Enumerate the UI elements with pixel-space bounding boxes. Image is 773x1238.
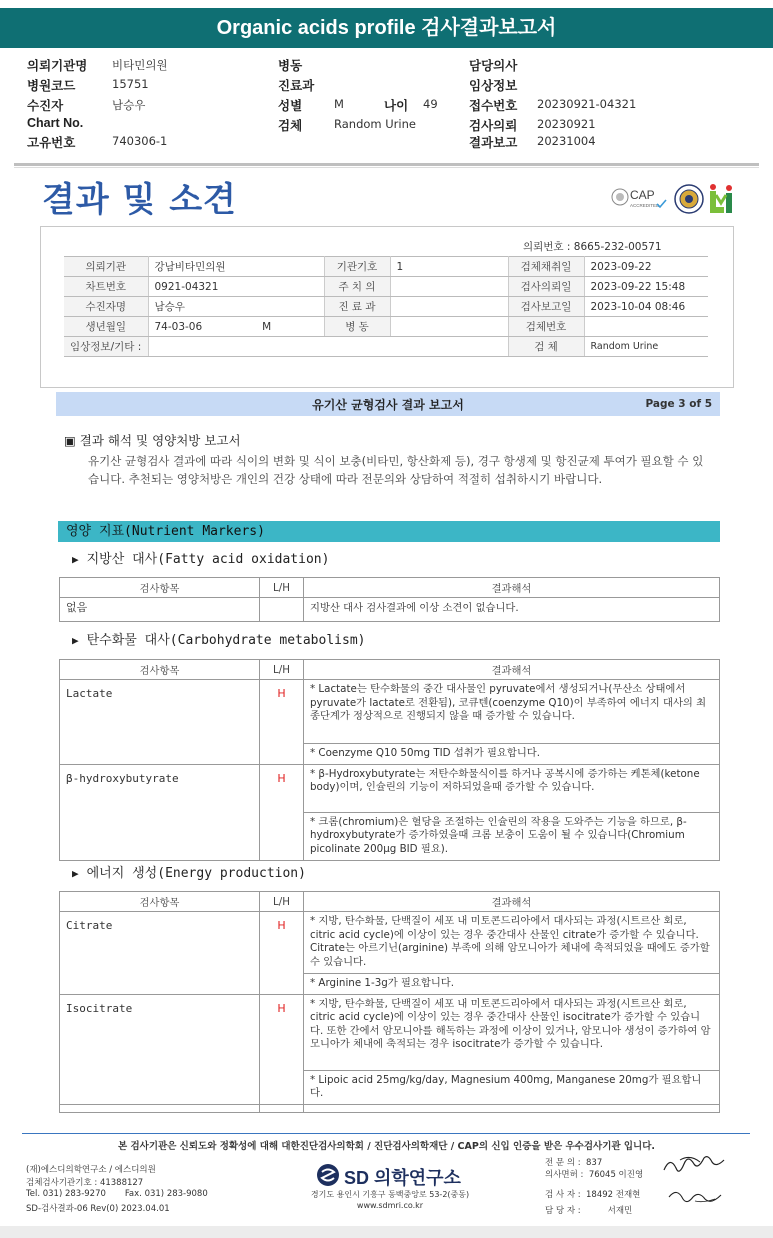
- info-dept-label: 진료과: [278, 79, 315, 93]
- info-receipt-value: 20230921-04321: [537, 97, 637, 111]
- request-number: 의뢰번호 : 8665-232-00571: [523, 241, 662, 253]
- table-row: Citrate H * 지방, 탄수화물, 단백질이 세포 내 미토콘드리아에서 대사되는 과정(시트르산 회로, citric acid cycle)에 이상이 있는 경우 중간대사 산물인 citrate가 증가할 수 있습니다. Citrate는 아르기닌(arginine) 부족에 의해 암모니아가 체내에 축적되었을 때에도 증가할 수 있습니다.: [60, 912, 720, 974]
- table-row: [64, 337, 708, 357]
- info-doctor-label: 담당의사: [469, 59, 518, 73]
- footer-tester: 검 사 자 : 18492 전재현: [545, 1190, 641, 1200]
- info-report-value: 20231004: [537, 134, 596, 148]
- report-heading: 결과 및 소견: [42, 180, 237, 220]
- cap-logo: [612, 188, 666, 208]
- footer-license: 의사면허 : 76045 이진영: [545, 1170, 644, 1180]
- table-row: 생년월일 74-03-06 M 병 동 검체번호: [64, 317, 708, 337]
- table-row: * Arginine 1-3g가 필요합니다.: [60, 974, 720, 995]
- interpretation-heading: ▣ 결과 해석 및 영양처방 보고서: [64, 433, 241, 448]
- info-sex-value: M: [334, 97, 344, 111]
- table-row: [60, 1104, 720, 1112]
- footer-phone: Tel. 031) 283-9270 Fax. 031) 283-9080: [26, 1189, 208, 1199]
- specimen-label: 검 체: [508, 337, 584, 357]
- carb-title: ▶ 탄수화물 대사(Carbohydrate metabolism): [72, 633, 366, 648]
- table-row: 의뢰기관 강남비타민의원 기관기호 1 검체채취일 2023-09-22: [64, 257, 708, 277]
- sd-logo-icon: [316, 1163, 342, 1187]
- info-receipt-label: 접수번호: [469, 99, 518, 113]
- report-header-title: Organic acids profile 검사결과보고서: [0, 8, 773, 48]
- info-patient-value: 남승우: [112, 98, 146, 112]
- footer-org: (재)에스디의학연구소 / 에스디의원: [26, 1165, 156, 1175]
- table-row: 수진자명 남승우 진 료 과 검사보고일 2023-10-04 08:46: [64, 297, 708, 317]
- footer-rev: SD-검사결과-06 Rev(0) 2023.04.01: [26, 1204, 170, 1214]
- triangle-icon: ▶: [72, 867, 79, 880]
- triangle-icon: ▶: [72, 553, 79, 566]
- accreditation-logos: [610, 183, 740, 217]
- table-header-row: 검사항목 L/H 결과해석: [60, 660, 720, 680]
- clinical-info-label: 임상정보/기타 :: [64, 337, 148, 357]
- footer-address: 경기도 용인시 기흥구 동백중앙로 53-2(중동): [310, 1190, 470, 1199]
- section-title-bar: [56, 392, 720, 416]
- table-row: Lactate H * Lactate는 탄수화물의 중간 대사물인 pyruvate에서 생성되거나(무산소 상태에서 pyruvate가 lactate로 전환됨), 코큐텐(coenzyme Q10)이 부족하여 에너지 대사의 최종단계가 정상적으로 진행되지 않을 때 증가할 수 있습니다.: [60, 680, 720, 744]
- table-row: 없음 지방산 대사 검사결과에 이상 소견이 없습니다.: [60, 598, 720, 622]
- divider: [14, 163, 759, 166]
- sd-logo: [316, 1163, 466, 1187]
- table-row: * 크롬(chromium)은 혈당을 조절하는 인슐린의 작용을 도와주는 기능을 하므로, β-hydroxybutyrate가 증가하였을때 크롬 보충이 도움이 될 수 있습니다(Chromium picolinate 200μg BID 필요).: [60, 812, 720, 860]
- footer-code: 검체검사기관기호 : 41388127: [26, 1178, 144, 1188]
- footer-divider: [22, 1133, 750, 1134]
- info-chart-label: Chart No.: [27, 116, 84, 130]
- fatty-acid-title: ▶ 지방산 대사(Fatty acid oxidation): [72, 552, 330, 567]
- info-age-value: 49: [423, 97, 438, 111]
- info-unique-value: 740306-1: [112, 134, 168, 148]
- cap-text: CAP: [630, 188, 655, 202]
- lm-logo-icon: [710, 184, 732, 213]
- sample-info-table: [64, 256, 708, 357]
- footer-specialist: 전 문 의 : 837: [545, 1158, 603, 1168]
- footer-accreditation-note: 본 검사기관은 신뢰도와 정확성에 대해 대한진단검사의학회 / 진단검사의학재단 / CAP의 신입 인증을 받은 우수검사기관 입니다.: [118, 1141, 655, 1152]
- signature-1: [660, 1152, 730, 1180]
- signature-2: [665, 1185, 725, 1207]
- seal-icon: [675, 185, 703, 213]
- specimen-value: Random Urine: [584, 337, 708, 357]
- info-unique-label: 고유번호: [27, 136, 76, 150]
- sex-value: M: [262, 320, 272, 333]
- info-clinical-label: 임상정보: [469, 79, 518, 93]
- footer-website: www.sdmri.co.kr: [356, 1201, 424, 1210]
- info-sex-label: 성별: [278, 99, 303, 113]
- table-row: Isocitrate H * 지방, 탄수화물, 단백질이 세포 내 미토콘드리아에서 대사되는 과정(시트르산 회로, citric acid cycle)에 이상이 있는 경우 중간대사 산물인 isocitrate가 증가할 수 있습니다. 또한 간에서 암모니아를 해독하는 과정에 이상이 있거나, 암모니아 생성이 증가하여 암모니아가 체내에 축적되는 경우 isocitrate가 증가할 수 있습니다.: [60, 994, 720, 1070]
- page-indicator: Page 3 of 5: [645, 398, 712, 410]
- triangle-icon: ▶: [72, 634, 79, 647]
- table-row: * Lipoic acid 25mg/kg/day, Magnesium 400mg, Manganese 20mg가 필요합니다.: [60, 1070, 720, 1104]
- info-specimen-label: 검체: [278, 119, 303, 133]
- cap-sub-text: ACCREDITED: [630, 203, 660, 208]
- nutrient-markers-bar: 영양 지표(Nutrient Markers): [58, 521, 720, 542]
- divider: [14, 167, 759, 168]
- footer-manager: 담 당 자 : 서재민: [545, 1206, 633, 1216]
- info-patient-label: 수진자: [27, 99, 64, 113]
- sd-logo-text: SD 의학연구소: [344, 1168, 461, 1188]
- carb-table: [59, 659, 720, 861]
- table-row: * Coenzyme Q10 50mg TID 섭취가 필요합니다.: [60, 744, 720, 765]
- info-request-value: 20230921: [537, 117, 596, 131]
- info-age-label: 나이: [384, 99, 409, 113]
- table-row: β-hydroxybutyrate H * β-Hydroxybutyrate는 저탄수화물식이를 하거나 공복시에 증가하는 케톤체(ketone body)이며, 인슐린의 기능이 저하되었을때 증가할 수 있습니다.: [60, 764, 720, 812]
- interpretation-body: 유기산 균형검사 결과에 따라 식이의 변화 및 식이 보충(비타민, 항산화제 등), 경구 항생제 및 항진균제 투여가 필요할 수 있습니다. 추천되는 영양처방은 개인의 건강 상태에 따라 전문의와 상담하여 적절히 섭취하시기 바랍니다.: [88, 454, 704, 486]
- energy-title: ▶ 에너지 생성(Energy production): [72, 866, 306, 881]
- info-institution-value: 비타민의원: [112, 58, 168, 72]
- info-ward-label: 병동: [278, 59, 303, 73]
- info-hospital-code-value: 15751: [112, 77, 149, 91]
- birthdate-value: 74-03-06: [154, 320, 203, 333]
- info-specimen-value: Random Urine: [334, 117, 416, 131]
- info-request-label: 검사의뢰: [469, 119, 518, 133]
- section-title: 유기산 균형검사 결과 보고서: [312, 398, 464, 412]
- fatty-acid-table: [59, 577, 720, 622]
- info-institution: 의뢰기관명: [27, 59, 88, 73]
- info-hospital-code-label: 병원코드: [27, 79, 76, 93]
- bottom-bar: [0, 1226, 773, 1238]
- energy-table: [59, 891, 720, 1113]
- table-header-row: 검사항목 L/H 결과해석: [60, 892, 720, 912]
- info-report-label: 결과보고: [469, 136, 518, 150]
- table-header-row: 검사항목 L/H 결과해석: [60, 578, 720, 598]
- table-row: 차트번호 0921-04321 주 치 의 검사의뢰일 2023-09-22 15:48: [64, 277, 708, 297]
